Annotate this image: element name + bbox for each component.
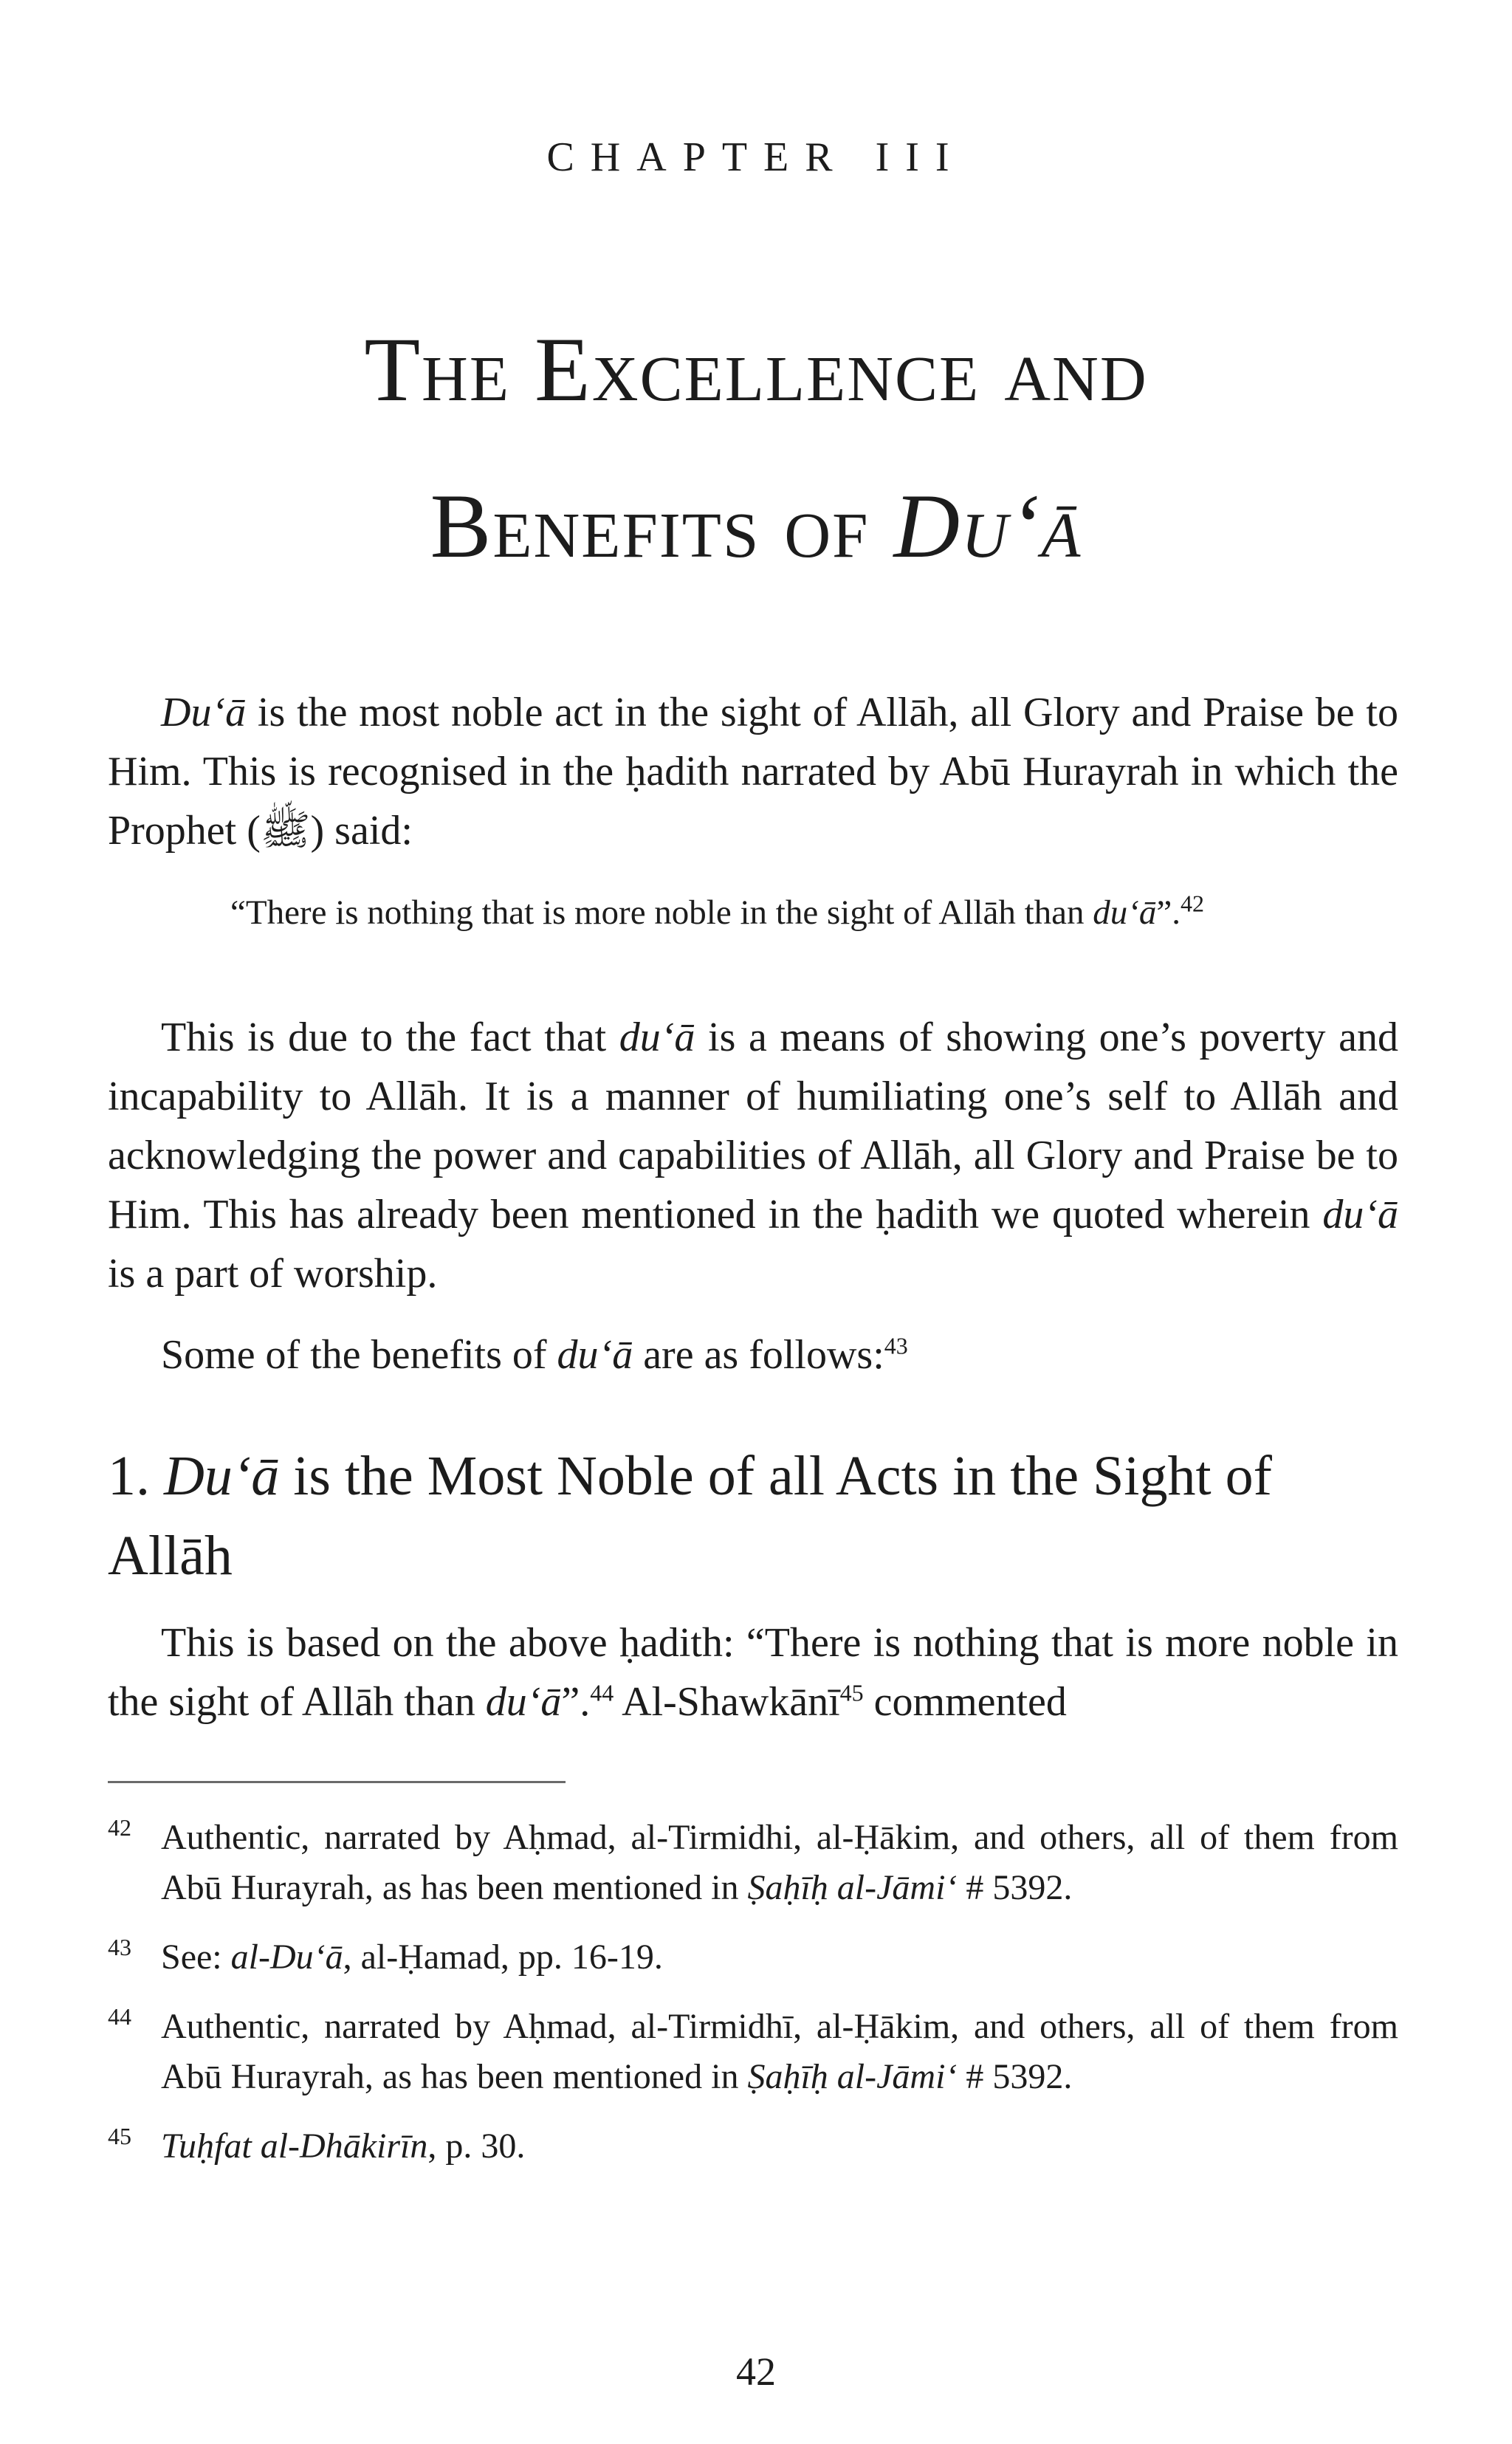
chapter-label: CHAPTER III xyxy=(546,134,966,180)
footnote-text-part: , p. 30. xyxy=(427,2127,526,2166)
section-heading-text: is the Most Noble of all Acts in the Sight of Allāh xyxy=(108,1445,1272,1587)
footnote-number: 45 xyxy=(108,2123,131,2149)
footnote-text-part: Authentic, narrated by Aḥmad, al-Tirmidhi, al-Ḥākim, and others, all of them from Abū Hurayrah, as has been mentioned in xyxy=(161,1818,1398,1907)
footnote-ref-44[interactable]: 44 xyxy=(590,1679,614,1706)
paragraph-text: ”. xyxy=(561,1679,591,1725)
footnote-source: Ṣaḥīḥ al-Jāmi‘ xyxy=(747,1868,958,1907)
footnote-text xyxy=(161,1932,1398,1983)
footnote-text-part: # 5392. xyxy=(957,1868,1073,1907)
footnote-44 xyxy=(108,2002,1398,2102)
footnote-text-part: , al-Ḥamad, pp. 16-19. xyxy=(343,1937,663,1977)
hadith-quote-end: ”. xyxy=(1156,893,1181,932)
paragraph-text: Some of the benefits of xyxy=(161,1332,557,1378)
footnote-text xyxy=(161,2121,1398,2172)
paragraph-poverty xyxy=(108,1008,1398,1303)
page-number: 42 xyxy=(736,2349,776,2394)
footnote-43 xyxy=(108,1932,1398,1983)
dua-term: du‘ā xyxy=(1093,893,1157,932)
chapter-title xyxy=(0,292,1512,605)
paragraph-text: are as follows: xyxy=(633,1332,884,1378)
dua-term: du‘ā xyxy=(557,1332,633,1378)
footnote-number: 42 xyxy=(108,1814,131,1841)
footnote-source: Tuḥfat al-Dhākirīn xyxy=(161,2127,428,2166)
footnote-ref-45[interactable]: 45 xyxy=(839,1679,864,1706)
footnote-ref-42[interactable]: 42 xyxy=(1181,890,1205,917)
paragraph-text: This is based on the above ḥadith: “There is nothing that is more noble in the sight of Allāh than xyxy=(108,1620,1398,1725)
paragraph-intro-text: is the most noble act in the sight of Allāh, all Glory and Praise be to Him. This is recognised in the ḥadith narrated by Abū Hurayrah in which the Prophet (ﷺ) said: xyxy=(108,690,1398,854)
footnote-text-part: # 5392. xyxy=(957,2057,1073,2096)
hadith-quote xyxy=(230,890,1308,936)
footnotes xyxy=(108,1813,1398,2191)
paragraph-text: commented xyxy=(863,1679,1067,1725)
dua-term: du‘ā xyxy=(485,1679,562,1725)
paragraph-intro xyxy=(108,683,1398,860)
paragraph-benefits-intro xyxy=(108,1325,1398,1384)
footnote-number: 44 xyxy=(108,2003,131,2030)
footnote-45 xyxy=(108,2121,1398,2172)
hadith-quote-text: “There is nothing that is more noble in the sight of Allāh than xyxy=(230,893,1093,932)
dua-term: Du‘ā xyxy=(161,690,247,735)
section-heading-em: Du‘ā xyxy=(164,1445,280,1507)
chapter-title-line2-prefix: Benefits of xyxy=(430,476,894,577)
paragraph-based-on xyxy=(108,1613,1398,1731)
footnote-ref-43[interactable]: 43 xyxy=(884,1332,908,1359)
footnote-text xyxy=(161,2002,1398,2102)
section-heading-1 xyxy=(108,1436,1398,1596)
footnote-text-part: See: xyxy=(161,1937,231,1977)
paragraph-text: is a part of worship. xyxy=(108,1251,438,1297)
paragraph-text: This is due to the fact that xyxy=(161,1015,619,1060)
footnote-42 xyxy=(108,1813,1398,1913)
section-number: 1. xyxy=(108,1445,164,1507)
footnote-text-part: Authentic, narrated by Aḥmad, al-Tirmidhī, al-Ḥākim, and others, all of them from Abū Hurayrah, as has been mentioned in xyxy=(161,2007,1398,2096)
footnote-divider xyxy=(108,1781,566,1783)
footnote-source: Ṣaḥīḥ al-Jāmi‘ xyxy=(747,2057,958,2096)
chapter-title-line1: The Excellence and xyxy=(364,319,1148,420)
dua-term: du‘ā xyxy=(1322,1192,1398,1238)
footnote-source: al-Du‘ā xyxy=(230,1937,343,1977)
paragraph-text: is a means of showing one’s poverty and incapability to Allāh. It is a manner of humiliating one’s self to Allāh and acknowledging the power and capabilities of Allāh, all Glory and Praise be to Him. This has already been mentioned in the ḥadith we quoted wherein xyxy=(108,1015,1398,1238)
footnote-text xyxy=(161,1813,1398,1913)
footnote-number: 43 xyxy=(108,1934,131,1960)
chapter-title-line2-em: Du‘ā xyxy=(893,476,1082,577)
dua-term: du‘ā xyxy=(619,1015,695,1060)
paragraph-text: Al-Shawkānī xyxy=(614,1679,840,1725)
